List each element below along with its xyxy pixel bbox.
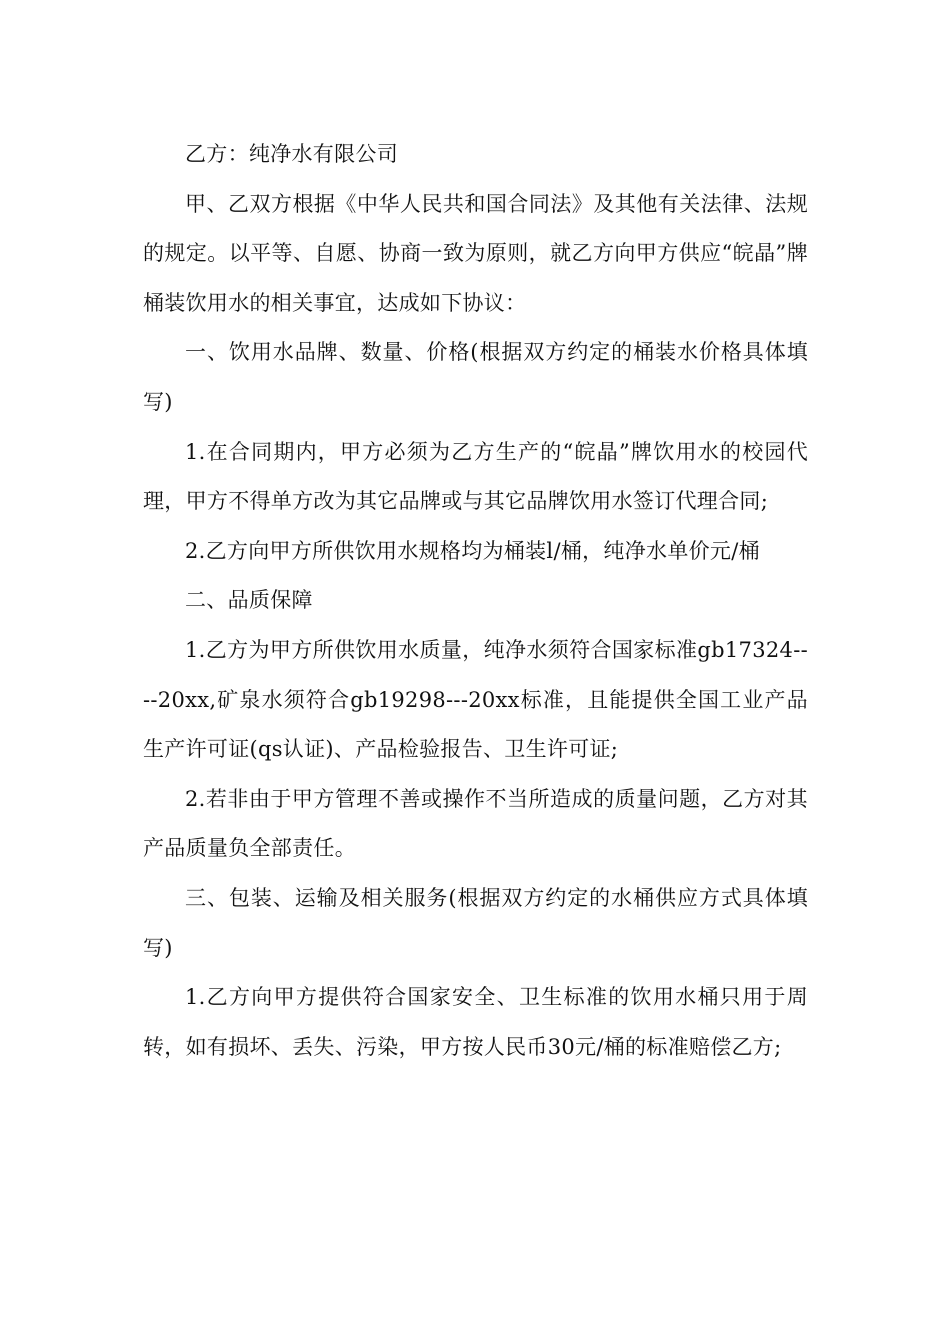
party-b-line: 乙方：纯净水有限公司: [185, 142, 398, 166]
section-3-clause-1: 1.乙方向甲方提供符合国家安全、卫生标准的饮用水桶只用于周转，如有损坏、丢失、污染，甲方按人民币30元/桶的标准赔偿乙方;: [143, 985, 808, 1059]
section-2-clause-1: 1.乙方为甲方所供饮用水质量，纯净水须符合国家标准gb17324----20xx,矿泉水须符合gb19298---20xx标准，且能提供全国工业产品生产许可证(qs认证)、产品检验报告、卫生许可证;: [143, 637, 808, 762]
preamble-paragraph: 甲、乙双方根据《中华人民共和国合同法》及其他有关法律、法规的规定。以平等、自愿、协商一致为原则，就乙方向甲方供应“皖晶”牌桶装饮用水的相关事宜，达成如下协议：: [143, 191, 808, 315]
document-body: [143, 130, 808, 1072]
section-1-clause-2: 2.乙方向甲方所供饮用水规格均为桶装l/桶，纯净水单价元/桶: [185, 538, 760, 563]
section-2-clause-2: 2.若非由于甲方管理不善或操作不当所造成的质量问题，乙方对其产品质量负全部责任。: [143, 786, 808, 861]
section-1-clause-1: 1.在合同期内，甲方必须为乙方生产的“皖晶”牌饮用水的校园代理，甲方不得单方改为其它品牌或与其它品牌饮用水签订代理合同;: [143, 439, 808, 514]
section-3-heading: 三、包装、运输及相关服务(根据双方约定的水桶供应方式具体填写): [143, 885, 808, 960]
section-2-heading: 二、品质保障: [185, 588, 313, 613]
section-1-heading: 一、饮用水品牌、数量、价格(根据双方约定的桶装水价格具体填写): [143, 340, 808, 414]
